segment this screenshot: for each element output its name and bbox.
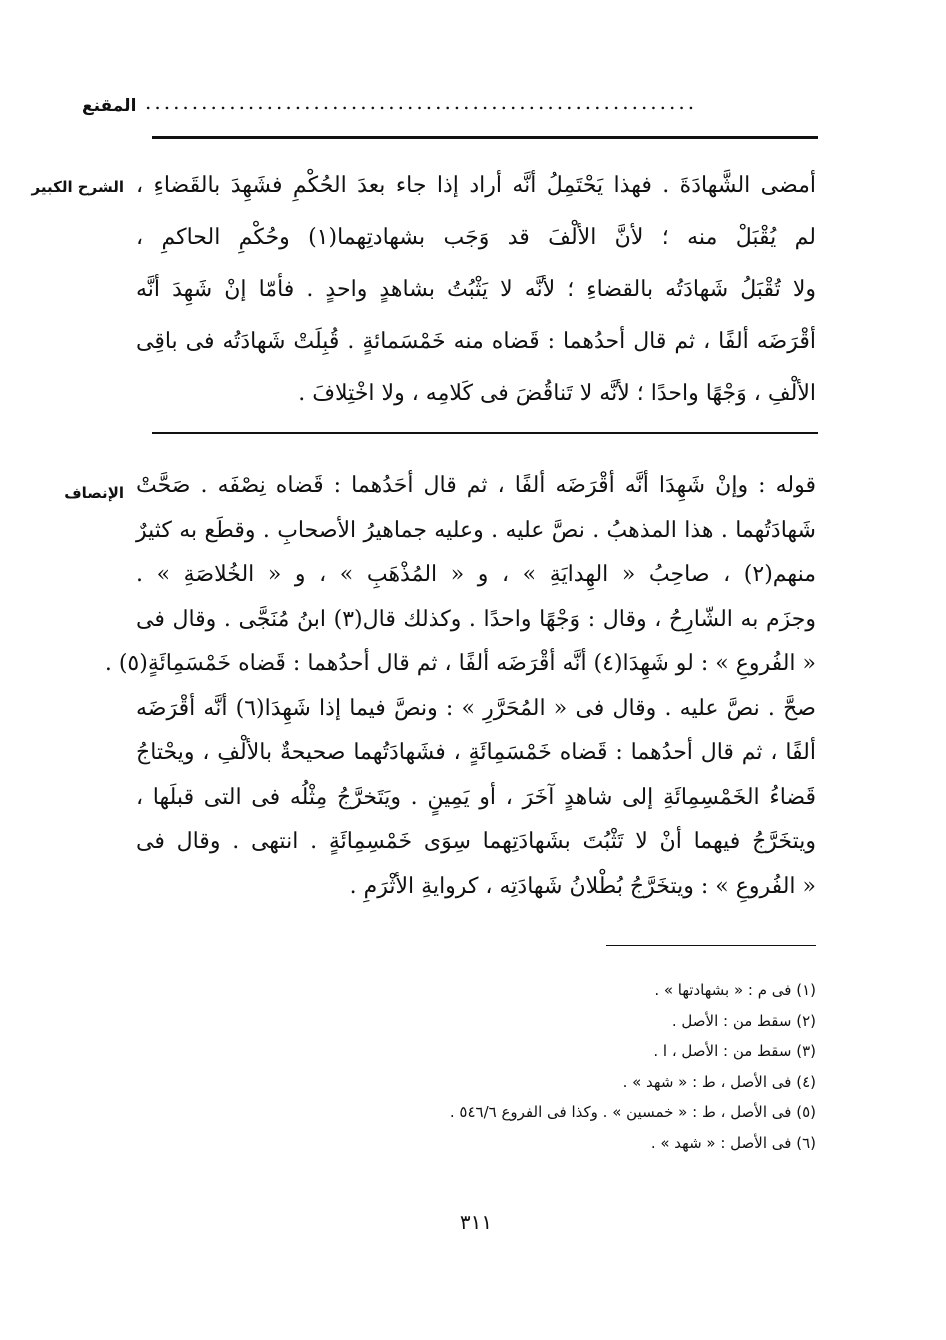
sharh-line: الألْفِ ، وَجْهًا واحدًا ؛ لأنَّه لا تَناقُضَ فى كَلامِه ، ولا اخْتِلافَ . (298, 381, 816, 406)
insaf-line: « الفُروعِ » : لو شَهِدَا(٤) أنَّه أقْرَضَه ألفًا ، ثم قال أحدُهما : قَضاه خَمْسَمِائَةٍ(٥) . (104, 651, 816, 676)
sharh-line: أقْرَضَه ألفًا ، ثم قال أحدُهما : قَضاه منه خَمْسَمائةٍ . قُبِلَتْ شَهادَتُه فى باقِى (136, 329, 816, 354)
footnote-rule (606, 945, 816, 946)
insaf-line: « الفُروعِ » : ويتخَرَّجُ بُطْلانُ شَهادَتِه ، كروايةِ الأثْرَمِ . (349, 873, 816, 899)
header-dotted-leader: ........................................................... (145, 90, 698, 114)
footnote: (١) فى م : « بشهادتها » . (654, 981, 816, 999)
sharh-line: ولا تُقْبَلُ شَهادَتُه بالقضاءِ ؛ لأنَّه لا يَثْبُتُ بشاهدٍ واحدٍ . فأمّا إنْ شَهِدَ أنَّه (136, 277, 816, 302)
insaf-line: شَهادَتُهما . هذا المذهبُ . نصَّ عليه . وعليه جماهيرُ الأصحابِ . وقطَع به كثيرٌ (136, 517, 816, 543)
sharh-text-block (136, 160, 816, 420)
section-divider (152, 432, 818, 434)
insaf-line: منهم(٢) ، صاحِبُ « الهِدايَةِ » ، و « المُذْهَبِ » ، و « الخُلاصَةِ » . (136, 562, 816, 587)
section-label-sharh: الشرح الكبير (31, 178, 124, 196)
insaf-text-block (104, 464, 816, 909)
header-rule (152, 136, 818, 139)
footnote: (٢) سقط من : الأصل . (671, 1011, 816, 1030)
sharh-line: أمضى الشَّهادَةَ . فهذا يَحْتَمِلُ أنَّه أراد إذا جاء بعدَ الحُكْمِ فشَهِدَ بالقَضاءِ ، (136, 173, 816, 198)
insaf-line: ويتخَرَّجُ فيهما أنْ لا تَثْبُتَ بشَهادَتِهما سِوَى خَمْسِمِائَةٍ . انتهى . وقال فى (136, 829, 816, 854)
footnote: (٤) فى الأصل ، ط : « شهد » . (622, 1072, 816, 1091)
insaf-line: صحَّ . نصَّ عليه . وقال فى « المُحَرَّرِ » : ونصَّ فيما إذا شَهِدَا(٦) أنَّه أقْرَضَه (136, 695, 816, 721)
footnote: (٣) سقط من : الأصل ، ا . (653, 1042, 816, 1060)
footnote: (٦) فى الأصل : « شهد » . (650, 1133, 816, 1152)
footnote: (٥) فى الأصل ، ط : « خمسين » . وكذا فى الفروع ٥٤٦/٦ . (449, 1103, 816, 1121)
insaf-line: ألفًا ، ثم قال أحدُهما : قَضاه خَمْسَمِائَةٍ ، فشَهادَتُهما صحيحةٌ بالألْفِ ، ويحْتاجُ (136, 740, 816, 765)
header-book-title: المقنع (82, 96, 137, 116)
page-number: ٣١١ (459, 1210, 493, 1234)
section-label-insaf: الإنصاف (64, 484, 124, 502)
insaf-line: وجزَم به الشّارِحُ ، وقال : وَجْهًا واحدًا . وكذلك قال(٣) ابنُ مُنَجَّى . وقال فى (136, 606, 816, 632)
insaf-line: قَضاءُ الخَمْسِمِائَةِ إلى شاهدٍ آخَرَ ، أو يَمِينٍ . ويَتَخرَّجُ مِثْلُه فى التى قبلَها ، (136, 784, 816, 810)
insaf-line: قوله : وإنْ شَهِدَا أنَّه أقْرَضَه ألفًا ، ثم قال أحَدُهما : قَضاه نِصْفَه . صَحَّتْ (136, 473, 816, 498)
footnotes-block (116, 975, 816, 1158)
sharh-line: لم يُقْبَلْ منه ؛ لأنَّ الألْفَ قد وَجَب بشهادتِهما(١) وحُكْمِ الحاكمِ ، (136, 225, 816, 250)
